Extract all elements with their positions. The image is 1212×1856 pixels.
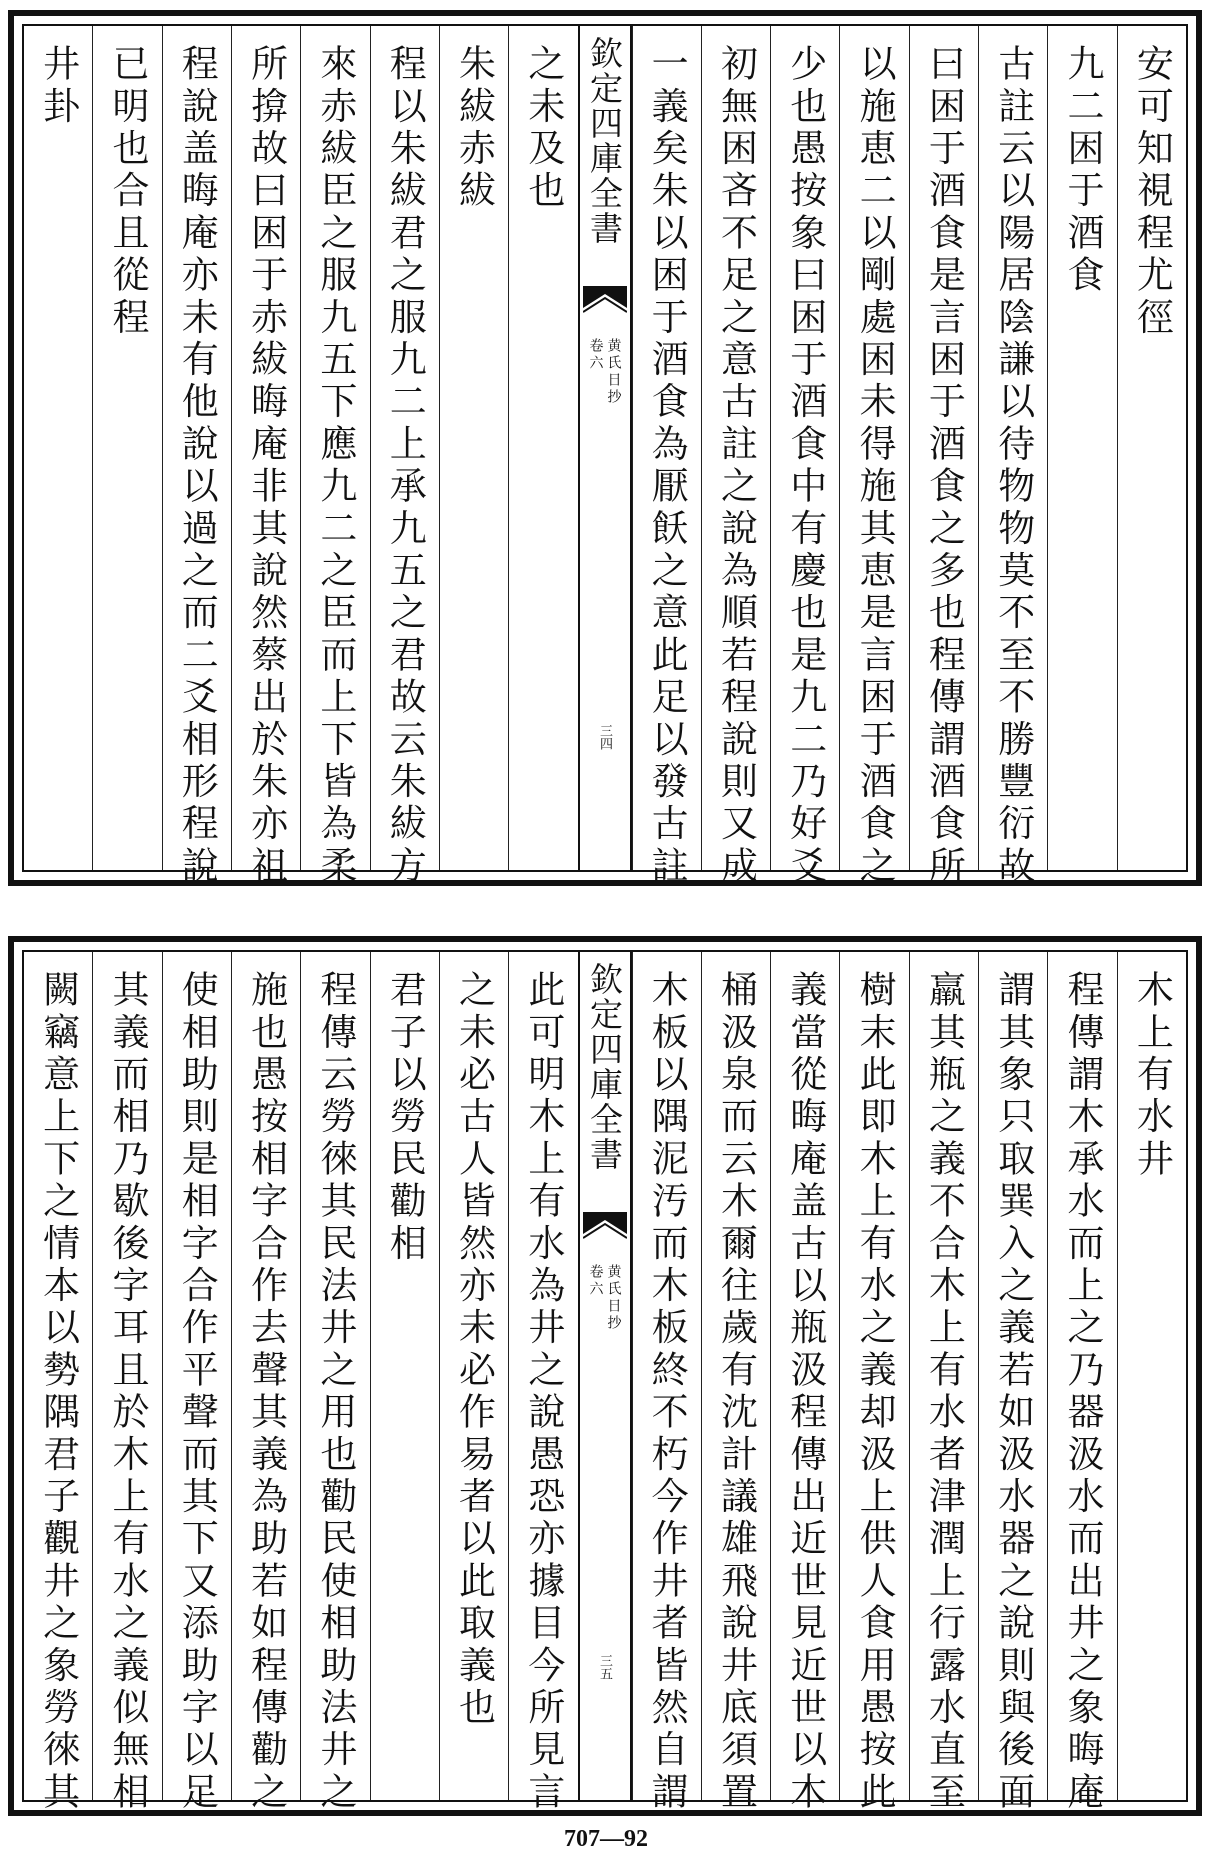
fish-tail-mark-icon xyxy=(583,1212,627,1252)
top-page-frame xyxy=(22,24,1188,888)
text-column: 所揜故曰困于赤紱晦庵非其說然蔡出於朱亦祖 xyxy=(231,26,300,870)
folio-number: 707—92 xyxy=(564,1826,648,1852)
text-column: 程傳云勞徠其民法井之用也勸民使相助法井之 xyxy=(300,952,369,1800)
text-column: 一義矣朱以困于酒食為厭飫之意此足以發古註 xyxy=(632,26,701,870)
text-column: 井卦 xyxy=(36,44,80,129)
text-column: 木上有水井 xyxy=(1117,952,1186,1800)
page-spine xyxy=(578,26,632,870)
page-spine xyxy=(578,952,632,1800)
spine-subtitle xyxy=(589,1264,621,1332)
spine-page-number: 三五 xyxy=(597,1654,612,1680)
text-column: 程傳謂木承水而上之乃器汲水而出井之象晦庵 xyxy=(1047,952,1116,1800)
text-column: 九二困于酒食 xyxy=(1047,26,1116,870)
text-column: 以施恵二以剛處困未得施其恵是言困于酒食之 xyxy=(839,26,908,870)
text-column: 桶汲泉而云木爾往歲有沈計議雄飛說井底須置 xyxy=(701,952,770,1800)
spine-title: 欽定四庫全書 xyxy=(585,36,624,246)
text-column: 古註云以陽居陰謙以待物物莫不至不勝豐衍故 xyxy=(978,26,1047,870)
text-column: 闕竊意上下之情本以勢隅君子觀井之象勞徠其 xyxy=(36,970,80,1814)
text-column: 程以朱紱君之服九二上承九五之君故云朱紱方 xyxy=(370,26,439,870)
text-column: 程說盖晦庵亦未有他說以過之而二爻相形程說 xyxy=(162,26,231,870)
text-column: 之未必古人皆然亦未必作易者以此取義也 xyxy=(439,952,508,1800)
text-column: 安可知視程尤徑 xyxy=(1117,26,1186,870)
spine-subtitle xyxy=(589,338,621,406)
text-column: 使相助則是相字合作平聲而其下又添助字以足 xyxy=(162,952,231,1800)
text-column: 謂其象只取巽入之義若如汲水器之說則與後面 xyxy=(978,952,1047,1800)
spine-book-title: 黄氏日抄 xyxy=(605,1264,622,1332)
spine-volume: 卷六 xyxy=(587,1264,604,1298)
text-column: 曰困于酒食是言困于酒食之多也程傳謂酒食所 xyxy=(909,26,978,870)
text-column: 君子以勞民勸相 xyxy=(370,952,439,1800)
text-column: 義當從晦庵盖古以瓶汲程傳出近世見近世以木 xyxy=(770,952,839,1800)
text-column: 羸其瓶之義不合木上有水者津潤上行露水直至 xyxy=(909,952,978,1800)
text-column: 朱紱赤紱 xyxy=(439,26,508,870)
bottom-page xyxy=(8,936,1202,1816)
bottom-page-frame xyxy=(22,950,1188,1814)
spine-volume: 卷六 xyxy=(587,338,604,372)
text-column: 施也愚按相字合作去聲其義為助若如程傳勸之 xyxy=(231,952,300,1800)
text-column: 此可明木上有水為井之說愚恐亦據目今所見言 xyxy=(508,952,577,1800)
text-column: 來赤紱臣之服九五下應九二之臣而上下皆為柔 xyxy=(300,26,369,870)
text-column: 少也愚按象曰困于酒食中有慶也是九二乃好爻 xyxy=(770,26,839,870)
text-column: 已明也合且從程 xyxy=(92,26,161,870)
top-page xyxy=(8,10,1202,886)
spine-book-title: 黄氏日抄 xyxy=(605,338,622,406)
spine-page-number: 三四 xyxy=(597,724,612,750)
text-column: 其義而相乃歇後字耳且於木上有水之義似無相 xyxy=(92,952,161,1800)
text-column: 樹末此即木上有水之義却汲上供人食用愚按此 xyxy=(839,952,908,1800)
spine-title: 欽定四庫全書 xyxy=(585,962,624,1172)
text-column: 初無困吝不足之意古註之說為順若程說則又成 xyxy=(701,26,770,870)
text-column: 之未及也 xyxy=(508,26,577,870)
text-column: 木板以隅泥汚而木板終不朽今作井者皆然自謂 xyxy=(632,952,701,1800)
fish-tail-mark-icon xyxy=(583,286,627,326)
